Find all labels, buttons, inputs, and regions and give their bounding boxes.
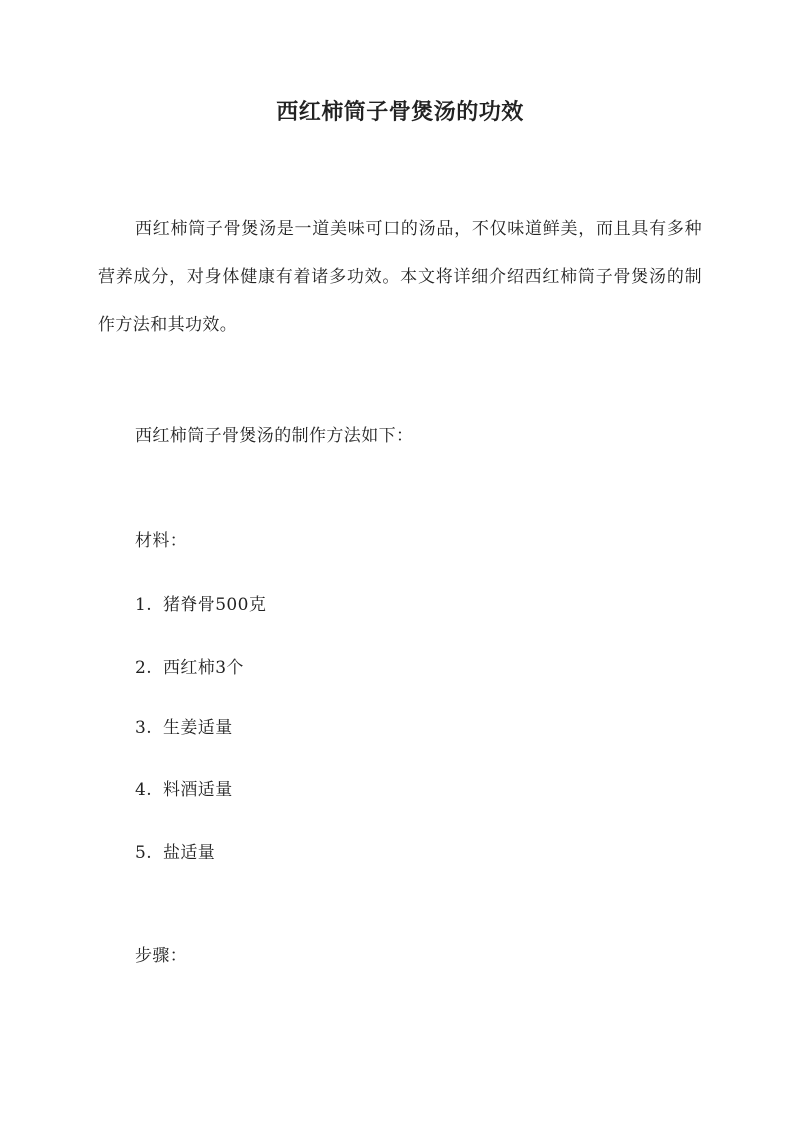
material-item-text: 西红柿3个 [163, 658, 244, 678]
method-heading: 西红柿筒子骨煲汤的制作方法如下： [135, 426, 414, 446]
material-item-text: 生姜适量 [163, 718, 233, 738]
material-item-number: 2. [135, 658, 153, 678]
material-item-text: 料酒适量 [163, 780, 233, 800]
material-item-number: 4. [135, 780, 153, 800]
material-item [135, 715, 233, 741]
material-item-number: 1. [135, 595, 153, 615]
material-item [135, 655, 244, 681]
document-title: 西红柿筒子骨煲汤的功效 [276, 99, 524, 125]
material-item-text: 盐适量 [163, 843, 216, 863]
steps-heading: 步骤： [135, 946, 188, 966]
intro-paragraph: 西红柿筒子骨煲汤是一道美味可口的汤品，不仅味道鲜美，而且具有多种营养成分，对身体健康有着诸多功效。本文将详细介绍西红柿筒子骨煲汤的制作方法和其功效。 [98, 219, 702, 335]
material-item [135, 592, 266, 618]
materials-heading: 材料： [135, 531, 188, 551]
material-item-number: 5. [135, 843, 153, 863]
material-item-text: 猪脊骨500克 [163, 595, 267, 615]
material-item [135, 840, 215, 866]
material-item-number: 3. [135, 718, 153, 738]
material-item [135, 777, 233, 803]
